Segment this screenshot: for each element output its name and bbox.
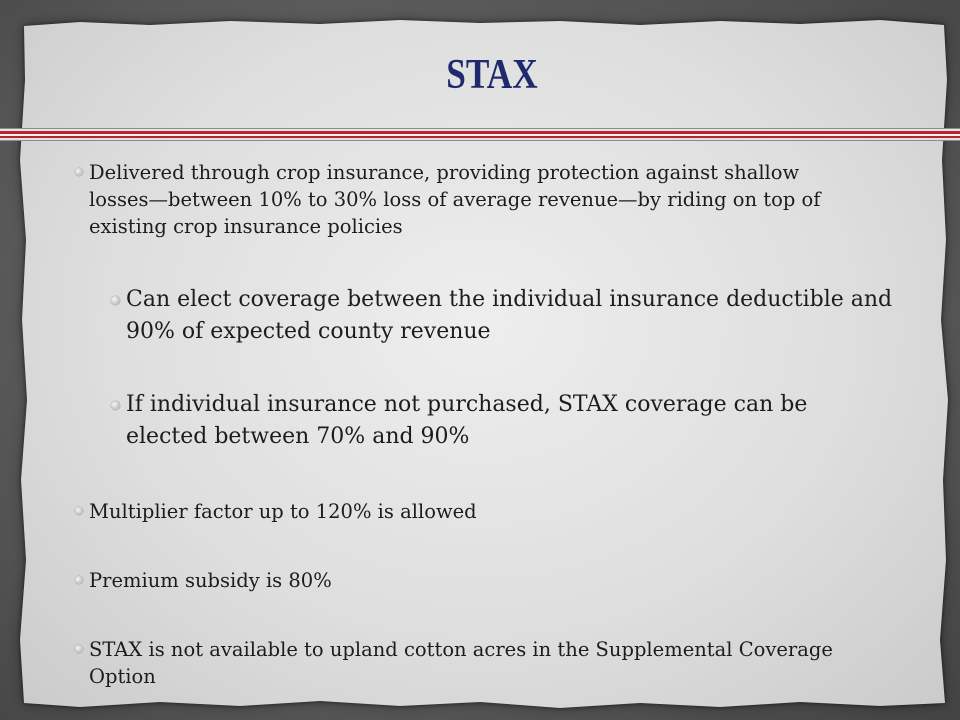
bullet-text-line: Multiplier factor up to 120% is allowed — [89, 499, 477, 523]
bullet-text-line: Can elect coverage between the individual insurance deductible and — [126, 286, 893, 312]
bullet-text-line: losses—between 10% to 30% loss of average revenue—by riding on top of — [89, 187, 821, 211]
bullet-text-line: elected between 70% and 90% — [126, 424, 470, 450]
bullet-text-line: Premium subsidy is 80% — [89, 568, 332, 592]
bullet-dot-icon — [111, 401, 120, 410]
bullet-text-line: 90% of expected county revenue — [126, 319, 491, 345]
bullet-text — [89, 636, 833, 690]
title-divider — [0, 128, 960, 141]
bullet-text — [126, 284, 892, 349]
bullet-dot-icon — [111, 296, 120, 305]
slide-title: STAX — [446, 52, 538, 98]
bullet-text-line: existing crop insurance policies — [89, 214, 403, 238]
bullet-text-line: Option — [89, 664, 156, 688]
bullet-text-line: STAX is not available to upland cotton acres in the Supplemental Coverage — [89, 637, 833, 661]
bullet-text — [89, 159, 820, 240]
bullet-dot-icon — [75, 645, 83, 653]
bullet-text-line: If individual insurance not purchased, STAX coverage can be — [126, 391, 808, 417]
bullet-text — [89, 567, 332, 594]
bullet-text — [126, 389, 807, 454]
bullet-dot-icon — [75, 168, 83, 176]
bullet-text — [89, 498, 477, 525]
bullet-text-line: Delivered through crop insurance, providing protection against shallow — [89, 160, 800, 184]
bullet-dot-icon — [75, 576, 83, 584]
bullet-dot-icon — [75, 507, 83, 515]
